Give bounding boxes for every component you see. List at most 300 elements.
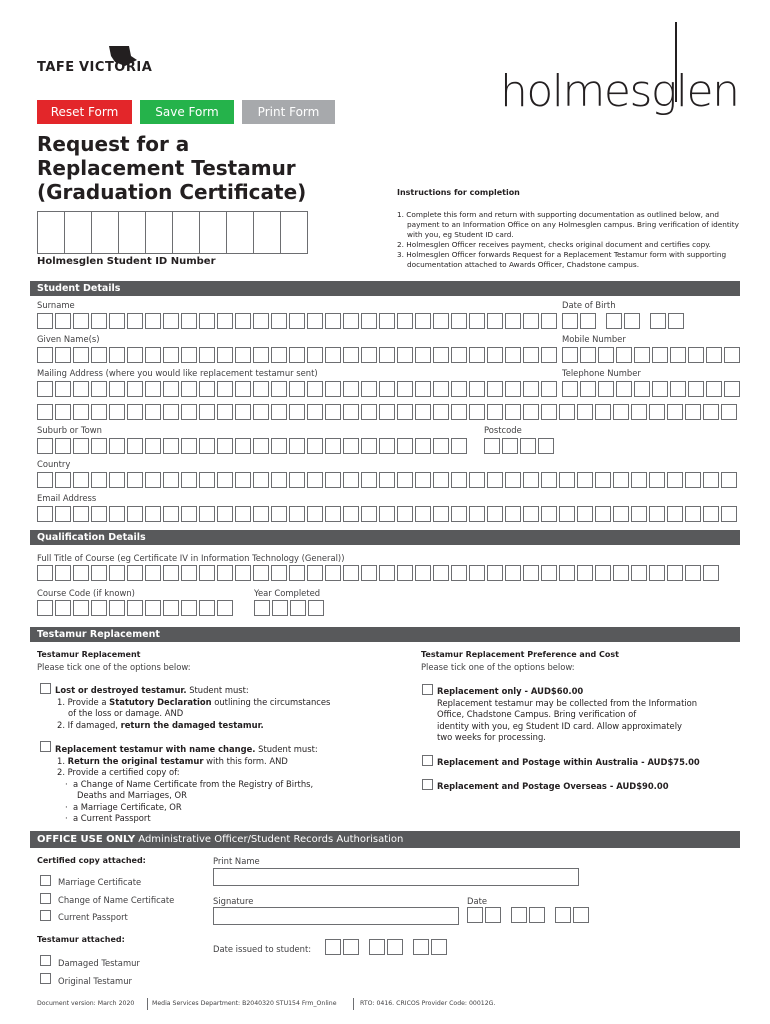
char-box[interactable] xyxy=(505,381,521,397)
char-box[interactable] xyxy=(163,381,179,397)
char-box[interactable] xyxy=(289,438,305,454)
char-box[interactable] xyxy=(487,404,503,420)
char-box[interactable] xyxy=(55,600,71,616)
dob-input[interactable] xyxy=(562,313,686,329)
char-box[interactable] xyxy=(397,438,413,454)
char-box[interactable] xyxy=(520,438,536,454)
postcode-input[interactable] xyxy=(484,438,556,454)
char-box[interactable] xyxy=(502,438,518,454)
char-box[interactable] xyxy=(379,347,395,363)
char-box[interactable] xyxy=(431,939,447,955)
marriage-certificate-checkbox[interactable] xyxy=(40,875,51,886)
char-box[interactable] xyxy=(181,347,197,363)
course-title-input[interactable] xyxy=(37,565,721,581)
char-box[interactable] xyxy=(253,347,269,363)
char-box[interactable] xyxy=(580,347,596,363)
char-box[interactable] xyxy=(487,506,503,522)
suburb-input[interactable] xyxy=(37,438,469,454)
char-box[interactable] xyxy=(91,381,107,397)
char-box[interactable] xyxy=(290,600,306,616)
char-box[interactable] xyxy=(595,506,611,522)
char-box[interactable] xyxy=(529,907,545,923)
char-box[interactable] xyxy=(577,506,593,522)
char-box[interactable] xyxy=(271,506,287,522)
char-box[interactable] xyxy=(325,506,341,522)
char-box[interactable] xyxy=(217,313,233,329)
char-box[interactable] xyxy=(685,404,701,420)
char-box[interactable] xyxy=(253,506,269,522)
char-box[interactable] xyxy=(706,347,722,363)
char-box[interactable] xyxy=(688,381,704,397)
char-box[interactable] xyxy=(272,600,288,616)
char-box[interactable] xyxy=(163,313,179,329)
char-box[interactable] xyxy=(649,472,665,488)
char-box[interactable] xyxy=(289,404,305,420)
char-box[interactable] xyxy=(379,565,395,581)
char-box[interactable] xyxy=(73,381,89,397)
char-box[interactable] xyxy=(127,404,143,420)
char-box[interactable] xyxy=(397,347,413,363)
char-box[interactable] xyxy=(387,939,403,955)
char-box[interactable] xyxy=(289,472,305,488)
char-box[interactable] xyxy=(253,472,269,488)
char-box[interactable] xyxy=(145,404,161,420)
char-box[interactable] xyxy=(271,565,287,581)
char-box[interactable] xyxy=(613,472,629,488)
char-box[interactable] xyxy=(631,506,647,522)
char-box[interactable] xyxy=(199,565,215,581)
char-box[interactable] xyxy=(433,472,449,488)
char-box[interactable] xyxy=(271,472,287,488)
char-box[interactable] xyxy=(199,381,215,397)
char-box[interactable] xyxy=(109,438,125,454)
char-box[interactable] xyxy=(109,472,125,488)
char-box[interactable] xyxy=(451,565,467,581)
char-box[interactable] xyxy=(235,472,251,488)
char-box[interactable] xyxy=(523,313,539,329)
char-box[interactable] xyxy=(199,313,215,329)
char-box[interactable] xyxy=(217,404,233,420)
char-box[interactable] xyxy=(289,347,305,363)
char-box[interactable] xyxy=(397,404,413,420)
char-box[interactable] xyxy=(289,506,305,522)
char-box[interactable] xyxy=(505,472,521,488)
char-box[interactable] xyxy=(145,381,161,397)
char-box[interactable] xyxy=(163,472,179,488)
char-box[interactable] xyxy=(127,347,143,363)
char-box[interactable] xyxy=(562,381,578,397)
char-box[interactable] xyxy=(451,472,467,488)
char-box[interactable] xyxy=(73,404,89,420)
char-box[interactable] xyxy=(109,565,125,581)
char-box[interactable] xyxy=(667,472,683,488)
char-box[interactable] xyxy=(73,506,89,522)
char-box[interactable] xyxy=(199,472,215,488)
char-box[interactable] xyxy=(361,438,377,454)
char-box[interactable] xyxy=(541,472,557,488)
char-box[interactable] xyxy=(469,381,485,397)
char-box[interactable] xyxy=(145,472,161,488)
char-box[interactable] xyxy=(325,381,341,397)
char-box[interactable] xyxy=(307,347,323,363)
char-box[interactable] xyxy=(397,381,413,397)
char-box[interactable] xyxy=(415,472,431,488)
char-box[interactable] xyxy=(199,404,215,420)
char-box[interactable] xyxy=(217,600,233,616)
char-box[interactable] xyxy=(511,907,527,923)
char-box[interactable] xyxy=(451,438,467,454)
char-box[interactable] xyxy=(595,472,611,488)
char-box[interactable] xyxy=(523,347,539,363)
char-box[interactable] xyxy=(109,600,125,616)
char-box[interactable] xyxy=(127,565,143,581)
given-names-input[interactable] xyxy=(37,347,559,363)
char-box[interactable] xyxy=(55,565,71,581)
char-box[interactable] xyxy=(415,404,431,420)
char-box[interactable] xyxy=(541,381,557,397)
char-box[interactable] xyxy=(343,404,359,420)
char-box[interactable] xyxy=(235,506,251,522)
char-box[interactable] xyxy=(325,939,341,955)
char-box[interactable] xyxy=(721,404,737,420)
char-box[interactable] xyxy=(235,347,251,363)
save-form-button[interactable]: Save Form xyxy=(140,100,234,124)
char-box[interactable] xyxy=(505,565,521,581)
char-box[interactable] xyxy=(541,347,557,363)
char-box[interactable] xyxy=(307,565,323,581)
char-box[interactable] xyxy=(271,347,287,363)
char-box[interactable] xyxy=(181,600,197,616)
char-box[interactable] xyxy=(181,313,197,329)
char-box[interactable] xyxy=(559,472,575,488)
char-box[interactable] xyxy=(163,565,179,581)
char-box[interactable] xyxy=(361,347,377,363)
char-box[interactable] xyxy=(413,939,429,955)
char-box[interactable] xyxy=(37,381,53,397)
char-box[interactable] xyxy=(573,907,589,923)
char-box[interactable] xyxy=(649,565,665,581)
char-box[interactable] xyxy=(505,347,521,363)
char-box[interactable] xyxy=(289,381,305,397)
postage-australia-checkbox[interactable] xyxy=(422,755,433,766)
char-box[interactable] xyxy=(721,506,737,522)
char-box[interactable] xyxy=(55,313,71,329)
char-box[interactable] xyxy=(181,506,197,522)
char-box[interactable] xyxy=(325,404,341,420)
char-box[interactable] xyxy=(253,438,269,454)
char-box[interactable] xyxy=(721,472,737,488)
char-box[interactable] xyxy=(685,506,701,522)
char-box[interactable] xyxy=(415,381,431,397)
char-box[interactable] xyxy=(127,600,143,616)
char-box[interactable] xyxy=(91,438,107,454)
char-box[interactable] xyxy=(199,347,215,363)
char-box[interactable] xyxy=(595,404,611,420)
char-box[interactable] xyxy=(361,565,377,581)
char-box[interactable] xyxy=(235,438,251,454)
char-box[interactable] xyxy=(631,472,647,488)
char-box[interactable] xyxy=(37,472,53,488)
char-box[interactable] xyxy=(631,565,647,581)
char-box[interactable] xyxy=(91,404,107,420)
char-box[interactable] xyxy=(577,565,593,581)
char-box[interactable] xyxy=(580,381,596,397)
char-box[interactable] xyxy=(271,404,287,420)
char-box[interactable] xyxy=(163,404,179,420)
char-box[interactable] xyxy=(127,381,143,397)
char-box[interactable] xyxy=(379,381,395,397)
char-box[interactable] xyxy=(235,313,251,329)
student-id-field[interactable] xyxy=(37,211,307,254)
char-box[interactable] xyxy=(613,404,629,420)
char-box[interactable] xyxy=(73,347,89,363)
char-box[interactable] xyxy=(271,313,287,329)
char-box[interactable] xyxy=(469,404,485,420)
char-box[interactable] xyxy=(325,565,341,581)
char-box[interactable] xyxy=(598,381,614,397)
char-box[interactable] xyxy=(670,347,686,363)
char-box[interactable] xyxy=(91,472,107,488)
char-box[interactable] xyxy=(469,347,485,363)
char-box[interactable] xyxy=(379,506,395,522)
char-box[interactable] xyxy=(253,313,269,329)
char-box[interactable] xyxy=(523,381,539,397)
char-box[interactable] xyxy=(343,565,359,581)
year-completed-input[interactable] xyxy=(254,600,326,616)
char-box[interactable] xyxy=(505,404,521,420)
char-box[interactable] xyxy=(271,438,287,454)
char-box[interactable] xyxy=(667,506,683,522)
char-box[interactable] xyxy=(307,313,323,329)
char-box[interactable] xyxy=(541,506,557,522)
char-box[interactable] xyxy=(253,404,269,420)
char-box[interactable] xyxy=(145,565,161,581)
char-box[interactable] xyxy=(217,347,233,363)
char-box[interactable] xyxy=(127,506,143,522)
char-box[interactable] xyxy=(73,472,89,488)
char-box[interactable] xyxy=(667,565,683,581)
char-box[interactable] xyxy=(397,565,413,581)
char-box[interactable] xyxy=(685,565,701,581)
date-issued-input[interactable] xyxy=(325,939,449,955)
char-box[interactable] xyxy=(484,438,500,454)
char-box[interactable] xyxy=(343,472,359,488)
char-box[interactable] xyxy=(253,565,269,581)
char-box[interactable] xyxy=(559,404,575,420)
char-box[interactable] xyxy=(369,939,385,955)
char-box[interactable] xyxy=(235,381,251,397)
char-box[interactable] xyxy=(307,381,323,397)
char-box[interactable] xyxy=(163,506,179,522)
char-box[interactable] xyxy=(469,506,485,522)
char-box[interactable] xyxy=(55,381,71,397)
char-box[interactable] xyxy=(343,347,359,363)
char-box[interactable] xyxy=(91,506,107,522)
char-box[interactable] xyxy=(724,347,740,363)
char-box[interactable] xyxy=(523,472,539,488)
char-box[interactable] xyxy=(181,565,197,581)
char-box[interactable] xyxy=(487,313,503,329)
char-box[interactable] xyxy=(343,438,359,454)
char-box[interactable] xyxy=(55,404,71,420)
char-box[interactable] xyxy=(163,438,179,454)
signature-input[interactable] xyxy=(213,907,459,925)
char-box[interactable] xyxy=(37,404,53,420)
char-box[interactable] xyxy=(541,565,557,581)
char-box[interactable] xyxy=(433,313,449,329)
char-box[interactable] xyxy=(379,472,395,488)
char-box[interactable] xyxy=(254,600,270,616)
mobile-input[interactable] xyxy=(562,347,742,363)
char-box[interactable] xyxy=(343,381,359,397)
char-box[interactable] xyxy=(199,438,215,454)
char-box[interactable] xyxy=(505,313,521,329)
char-box[interactable] xyxy=(703,506,719,522)
char-box[interactable] xyxy=(361,506,377,522)
char-box[interactable] xyxy=(397,313,413,329)
char-box[interactable] xyxy=(469,313,485,329)
current-passport-checkbox[interactable] xyxy=(40,910,51,921)
char-box[interactable] xyxy=(379,438,395,454)
char-box[interactable] xyxy=(523,565,539,581)
char-box[interactable] xyxy=(55,472,71,488)
postage-overseas-checkbox[interactable] xyxy=(422,779,433,790)
char-box[interactable] xyxy=(451,506,467,522)
char-box[interactable] xyxy=(538,438,554,454)
char-box[interactable] xyxy=(91,313,107,329)
char-box[interactable] xyxy=(433,506,449,522)
char-box[interactable] xyxy=(289,313,305,329)
char-box[interactable] xyxy=(109,381,125,397)
char-box[interactable] xyxy=(487,472,503,488)
char-box[interactable] xyxy=(606,313,622,329)
char-box[interactable] xyxy=(523,506,539,522)
char-box[interactable] xyxy=(562,347,578,363)
char-box[interactable] xyxy=(706,381,722,397)
char-box[interactable] xyxy=(199,506,215,522)
char-box[interactable] xyxy=(325,472,341,488)
char-box[interactable] xyxy=(469,472,485,488)
char-box[interactable] xyxy=(361,404,377,420)
course-code-input[interactable] xyxy=(37,600,235,616)
char-box[interactable] xyxy=(91,565,107,581)
char-box[interactable] xyxy=(415,565,431,581)
char-box[interactable] xyxy=(217,472,233,488)
char-box[interactable] xyxy=(37,438,53,454)
char-box[interactable] xyxy=(307,506,323,522)
char-box[interactable] xyxy=(145,438,161,454)
char-box[interactable] xyxy=(199,600,215,616)
char-box[interactable] xyxy=(217,438,233,454)
char-box[interactable] xyxy=(73,565,89,581)
char-box[interactable] xyxy=(724,381,740,397)
char-box[interactable] xyxy=(613,506,629,522)
original-testamur-checkbox[interactable] xyxy=(40,973,51,984)
char-box[interactable] xyxy=(91,600,107,616)
char-box[interactable] xyxy=(595,565,611,581)
char-box[interactable] xyxy=(37,600,53,616)
char-box[interactable] xyxy=(145,600,161,616)
lost-destroyed-checkbox[interactable] xyxy=(40,683,51,694)
char-box[interactable] xyxy=(361,472,377,488)
char-box[interactable] xyxy=(109,313,125,329)
char-box[interactable] xyxy=(307,438,323,454)
replacement-only-checkbox[interactable] xyxy=(422,684,433,695)
mailing-address-input-1[interactable] xyxy=(37,381,559,397)
char-box[interactable] xyxy=(433,565,449,581)
char-box[interactable] xyxy=(523,404,539,420)
char-box[interactable] xyxy=(181,381,197,397)
char-box[interactable] xyxy=(616,347,632,363)
print-form-button[interactable]: Print Form xyxy=(242,100,335,124)
char-box[interactable] xyxy=(361,313,377,329)
char-box[interactable] xyxy=(613,565,629,581)
char-box[interactable] xyxy=(451,381,467,397)
char-box[interactable] xyxy=(433,438,449,454)
char-box[interactable] xyxy=(616,381,632,397)
char-box[interactable] xyxy=(487,565,503,581)
char-box[interactable] xyxy=(433,347,449,363)
char-box[interactable] xyxy=(109,404,125,420)
char-box[interactable] xyxy=(487,347,503,363)
char-box[interactable] xyxy=(55,347,71,363)
char-box[interactable] xyxy=(181,404,197,420)
char-box[interactable] xyxy=(451,347,467,363)
char-box[interactable] xyxy=(415,506,431,522)
char-box[interactable] xyxy=(361,381,377,397)
char-box[interactable] xyxy=(397,506,413,522)
char-box[interactable] xyxy=(37,565,53,581)
char-box[interactable] xyxy=(308,600,324,616)
char-box[interactable] xyxy=(235,404,251,420)
char-box[interactable] xyxy=(325,347,341,363)
char-box[interactable] xyxy=(37,313,53,329)
char-box[interactable] xyxy=(127,472,143,488)
char-box[interactable] xyxy=(343,939,359,955)
char-box[interactable] xyxy=(37,347,53,363)
char-box[interactable] xyxy=(415,347,431,363)
char-box[interactable] xyxy=(559,565,575,581)
char-box[interactable] xyxy=(634,347,650,363)
char-box[interactable] xyxy=(555,907,571,923)
char-box[interactable] xyxy=(181,438,197,454)
char-box[interactable] xyxy=(649,506,665,522)
char-box[interactable] xyxy=(433,381,449,397)
reset-form-button[interactable]: Reset Form xyxy=(37,100,132,124)
char-box[interactable] xyxy=(379,313,395,329)
char-box[interactable] xyxy=(73,600,89,616)
char-box[interactable] xyxy=(580,313,596,329)
char-box[interactable] xyxy=(485,907,501,923)
char-box[interactable] xyxy=(271,381,287,397)
char-box[interactable] xyxy=(73,438,89,454)
char-box[interactable] xyxy=(624,313,640,329)
telephone-input[interactable] xyxy=(562,381,742,397)
char-box[interactable] xyxy=(652,381,668,397)
char-box[interactable] xyxy=(562,313,578,329)
char-box[interactable] xyxy=(688,347,704,363)
char-box[interactable] xyxy=(703,565,719,581)
date-input[interactable] xyxy=(467,907,591,923)
char-box[interactable] xyxy=(145,506,161,522)
char-box[interactable] xyxy=(631,404,647,420)
char-box[interactable] xyxy=(145,347,161,363)
char-box[interactable] xyxy=(469,565,485,581)
char-box[interactable] xyxy=(289,565,305,581)
char-box[interactable] xyxy=(451,404,467,420)
char-box[interactable] xyxy=(467,907,483,923)
char-box[interactable] xyxy=(415,438,431,454)
